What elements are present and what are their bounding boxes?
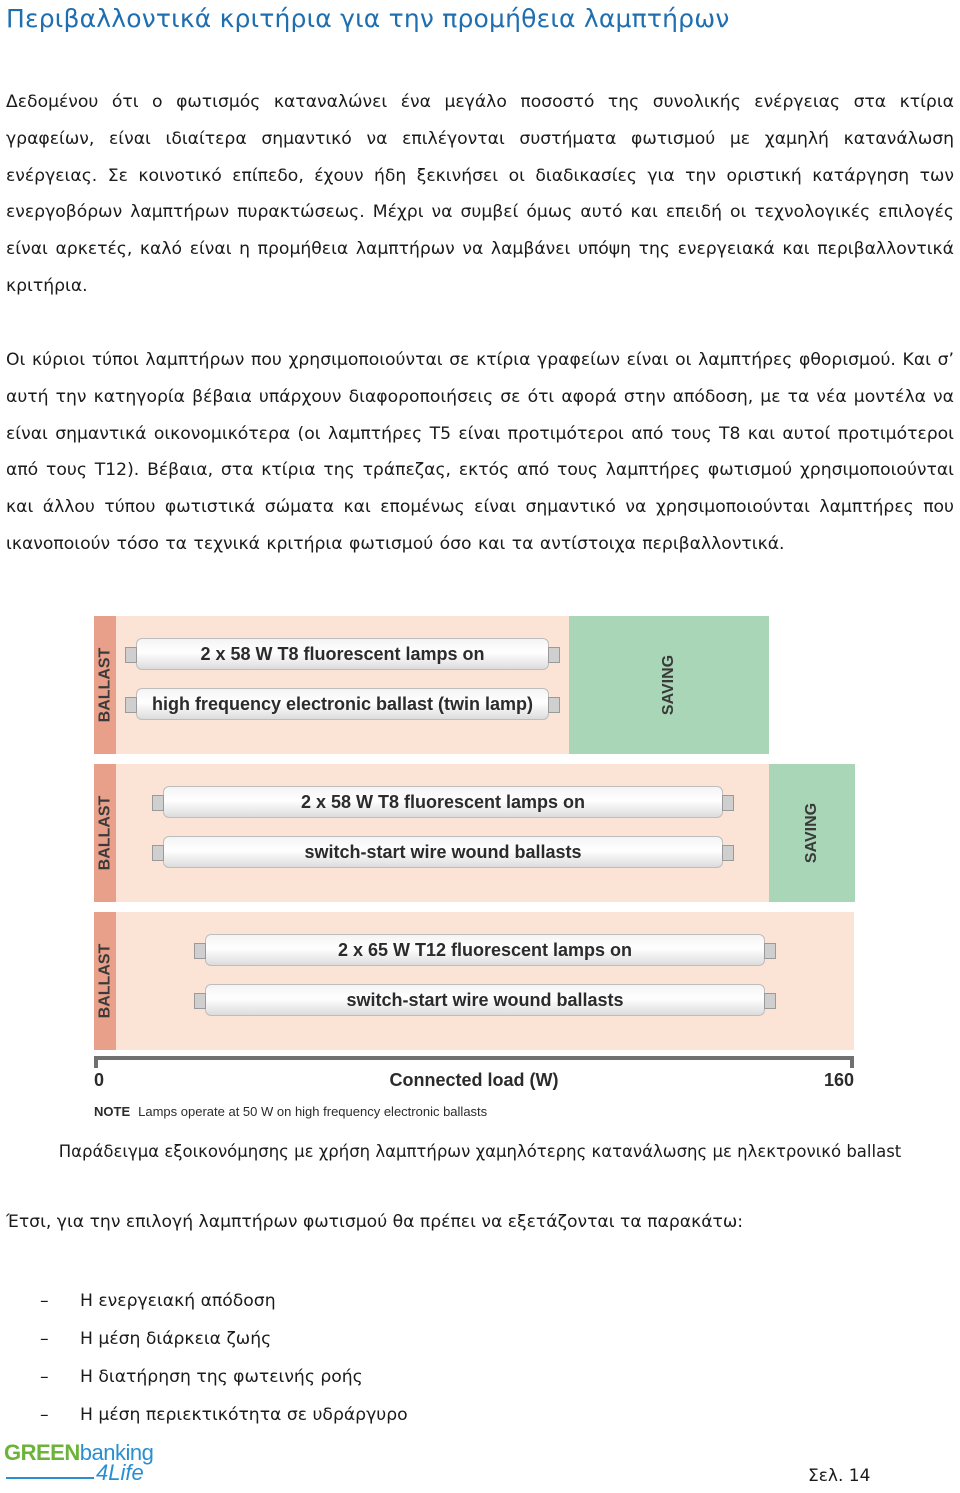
greenbanking-logo (4, 1440, 164, 1490)
list-dash: – (40, 1405, 49, 1425)
ballast-band (94, 912, 116, 1050)
ballast-band (94, 764, 116, 902)
logo-underline (6, 1477, 94, 1479)
tube-cap (764, 943, 776, 959)
connected-load-bar (116, 616, 569, 754)
logo-green-text: GREENbanking (4, 1440, 154, 1465)
x-tick-label-end: 160 (823, 1070, 854, 1090)
list-item-text: Η μέση διάρκεια ζωής (80, 1329, 272, 1349)
tube-cap (152, 795, 164, 811)
chart-note (94, 1104, 487, 1119)
logo-4life-text: 4Life (96, 1460, 144, 1485)
chart-row (94, 912, 854, 1050)
ballast-type-tube (136, 688, 549, 720)
tube-cap (548, 697, 560, 713)
list-item (40, 1320, 408, 1358)
list-dash: – (40, 1291, 49, 1311)
chart-row (94, 764, 854, 902)
tube-cap (764, 993, 776, 1009)
list-dash: – (40, 1367, 49, 1387)
x-axis (94, 1056, 854, 1096)
tube-cap (194, 993, 206, 1009)
figure-caption: Παράδειγμα εξοικονόμησης με χρήση λαμπτήρων χαμηλότερης κατανάλωσης με ηλεκτρονικό ballast (58, 1142, 902, 1161)
saving-label: SAVING (660, 654, 677, 716)
list-item (40, 1358, 408, 1396)
criteria-list (40, 1282, 408, 1434)
page-number: Σελ. 14 (808, 1466, 871, 1486)
lamp-type-tube (136, 638, 549, 670)
tube-cap (194, 943, 206, 959)
x-axis-label: Connected load (W) (389, 1070, 559, 1090)
x-tick-end (850, 1060, 854, 1068)
ballast-label: BALLAST (96, 943, 113, 1019)
saving-bar (569, 616, 769, 754)
lamp-types-paragraph: Οι κύριοι τύποι λαμπτήρων που χρησιμοποιούνται σε κτίρια γραφείων είναι οι λαμπτήρες φθορισμού. Και σ’ αυτή την κατηγορία βέβαια υπάρχουν διαφοροποιήσεις σε ότι αφορά στην απόδοση, με τα νέα μοντέλα να είναι σημαντικά οικονομικότερα (οι λαμπτήρες Τ5 είναι προτιμότεροι από τους Τ8 και αυτοί προτιμότεροι από τους Τ12). Βέβαια, στα κτίρια της τράπεζας, εκτός από τους λαμπτήρες φωτισμού χρησιμοποιούνται και άλλου τύπου φωτιστικά σώματα και επομένως είναι σημαντικό να χρησιμοποιούνται λαμπτήρες που ικανοποιούν τόσο τα τεχνικά κριτήρια φωτισμού όσο και τα αντίστοιχα περιβαλλοντικά. (6, 350, 954, 554)
list-item-text: Η διατήρηση της φωτεινής ροής (80, 1367, 363, 1387)
ballast-band (94, 616, 116, 754)
x-axis-line (94, 1056, 854, 1060)
lamp-saving-chart (94, 616, 854, 1126)
ballast-label: BALLAST (96, 795, 113, 871)
tube-cap (152, 845, 164, 861)
x-tick-start (94, 1060, 98, 1068)
ballast-label: BALLAST (96, 647, 113, 723)
list-item (40, 1282, 408, 1320)
connected-load-bar (116, 912, 854, 1050)
tube-cap (125, 647, 137, 663)
chart-row (94, 616, 854, 754)
lamp-type-label: 2 x 58 W T8 fluorescent lamps on (200, 643, 485, 664)
x-tick-label-start: 0 (94, 1070, 105, 1090)
criteria-lead: Έτσι, για την επιλογή λαμπτήρων φωτισμού θα πρέπει να εξετάζονται τα παρακάτω: (6, 1212, 744, 1232)
tube-cap (548, 647, 560, 663)
tube-cap (722, 845, 734, 861)
list-item (40, 1396, 408, 1434)
ballast-type-tube (205, 984, 765, 1016)
list-item-text: Η μέση περιεκτικότητα σε υδράργυρο (80, 1405, 408, 1425)
saving-label: SAVING (803, 802, 820, 864)
saving-bar (769, 764, 855, 902)
logo-banking-text: banking (79, 1440, 154, 1465)
ballast-type-label: switch-start wire wound ballasts (304, 841, 582, 862)
lamp-type-label: 2 x 58 W T8 fluorescent lamps on (300, 791, 586, 812)
list-item-text: Η ενεργειακή απόδοση (80, 1291, 276, 1311)
ballast-type-label: switch-start wire wound ballasts (346, 989, 624, 1010)
intro-paragraph: Δεδομένου ότι ο φωτισμός καταναλώνει ένα μεγάλο ποσοστό της συνολικής ενέργειας στα κτίρια γραφείων, είναι ιδιαίτερα σημαντικό να επιλέγονται συστήματα φωτισμού με χαμηλή κατανάλωση ενέργειας. Σε κοινοτικό επίπεδο, έχουν ήδη ξεκινήσει οι διαδικασίες για την οριστική κατάργηση των ενεργοβόρων λαμπτήρων πυρακτώσεως. Μέχρι να συμβεί όμως αυτό και επειδή οι τεχνολογικές επιλογές είναι αρκετές, καλό είναι η προμήθεια λαμπτήρων να λαμβάνει υπόψη της ενεργειακά και περιβαλλοντικά κριτήρια. (6, 92, 954, 296)
page-title: Περιβαλλοντικά κριτήρια για την προμήθεια λαμπτήρων (6, 4, 730, 33)
tube-cap (125, 697, 137, 713)
ballast-type-label: high frequency electronic ballast (twin lamp) (151, 693, 534, 714)
lamp-type-tube (163, 786, 723, 818)
connected-load-bar (116, 764, 769, 902)
note-label: NOTE (94, 1104, 131, 1119)
ballast-type-tube (163, 836, 723, 868)
lamp-type-label: 2 x 65 W T12 fluorescent lamps on (337, 939, 633, 960)
lamp-type-tube (205, 934, 765, 966)
note-text: Lamps operate at 50 W on high frequency electronic ballasts (138, 1104, 488, 1119)
list-dash: – (40, 1329, 49, 1349)
tube-cap (722, 795, 734, 811)
